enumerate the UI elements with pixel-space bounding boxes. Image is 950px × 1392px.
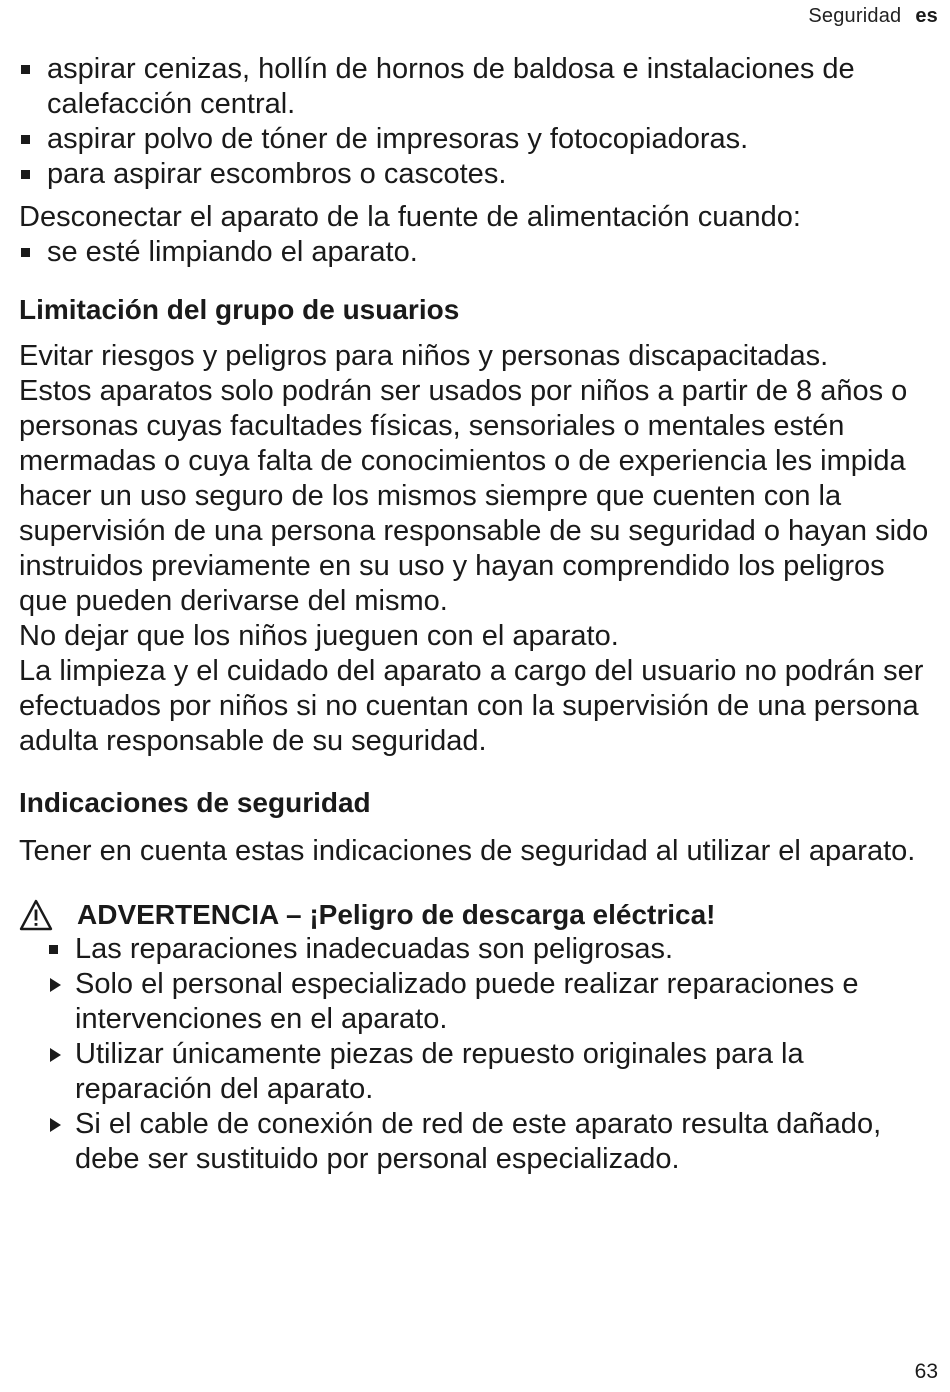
header-section-title: Seguridad <box>808 5 902 27</box>
warning-title <box>19 897 937 932</box>
list-item: para aspirar escombros o cascotes. <box>19 157 937 192</box>
limitation-paragraph: Evitar riesgos y peligros para niños y personas discapacitadas. <box>19 340 829 372</box>
disconnect-text: Desconectar el aparato de la fuente de alimentación cuando: <box>19 201 801 233</box>
list-item: se esté limpiando el aparato. <box>19 235 937 270</box>
warning-title-text: ADVERTENCIA – ¡Peligro de descarga eléctrica! <box>77 899 716 930</box>
safety-paragraph: Tener en cuenta estas indicaciones de seguridad al utilizar el aparato. <box>19 835 916 867</box>
warning-block <box>47 932 937 967</box>
list-item: Solo el personal especializado puede realizar reparaciones e intervenciones en el aparato. <box>47 967 937 1037</box>
warning-steps-list <box>47 967 937 1177</box>
safety-heading: Indicaciones de seguridad <box>19 787 371 818</box>
list-item: Las reparaciones inadecuadas son peligrosas. <box>47 932 937 967</box>
warning-bullet-list <box>47 932 937 967</box>
list-item: Utilizar únicamente piezas de repuesto originales para la reparación del aparato. <box>47 1037 937 1107</box>
page-header <box>808 5 938 28</box>
limitation-paragraph: La limpieza y el cuidado del aparato a cargo del usuario no podrán ser efectuados por niños si no cuentan con la supervisión de una persona adulta responsable de su seguridad. <box>19 655 924 757</box>
warning-triangle-icon <box>19 899 53 931</box>
list-item: aspirar cenizas, hollín de hornos de baldosa e instalaciones de calefacción central. <box>19 52 937 122</box>
list-item: aspirar polvo de tóner de impresoras y fotocopiadoras. <box>19 122 937 157</box>
header-language-code: es <box>915 5 938 27</box>
limitation-paragraph: Estos aparatos solo podrán ser usados por niños a partir de 8 años o personas cuyas facultades físicas, sensoriales o mentales estén mermadas o cuya falta de conocimientos o de experiencia les impida hacer un uso seguro de los mismos siempre que cuenten con la supervisión de una persona responsable de su seguridad o hayan sido instruidos previamente en su uso y hayan comprendido los peligros que pueden derivarse del mismo. <box>19 375 929 617</box>
disconnect-bullet-list <box>19 235 937 270</box>
intro-bullet-list <box>19 52 937 192</box>
page-number: 63 <box>914 1360 938 1383</box>
page-content <box>19 52 937 1177</box>
limitation-paragraph: No dejar que los niños jueguen con el aparato. <box>19 620 619 652</box>
limitation-heading: Limitación del grupo de usuarios <box>19 294 460 325</box>
list-item: Si el cable de conexión de red de este aparato resulta dañado, debe ser sustituido por personal especializado. <box>47 1107 937 1177</box>
